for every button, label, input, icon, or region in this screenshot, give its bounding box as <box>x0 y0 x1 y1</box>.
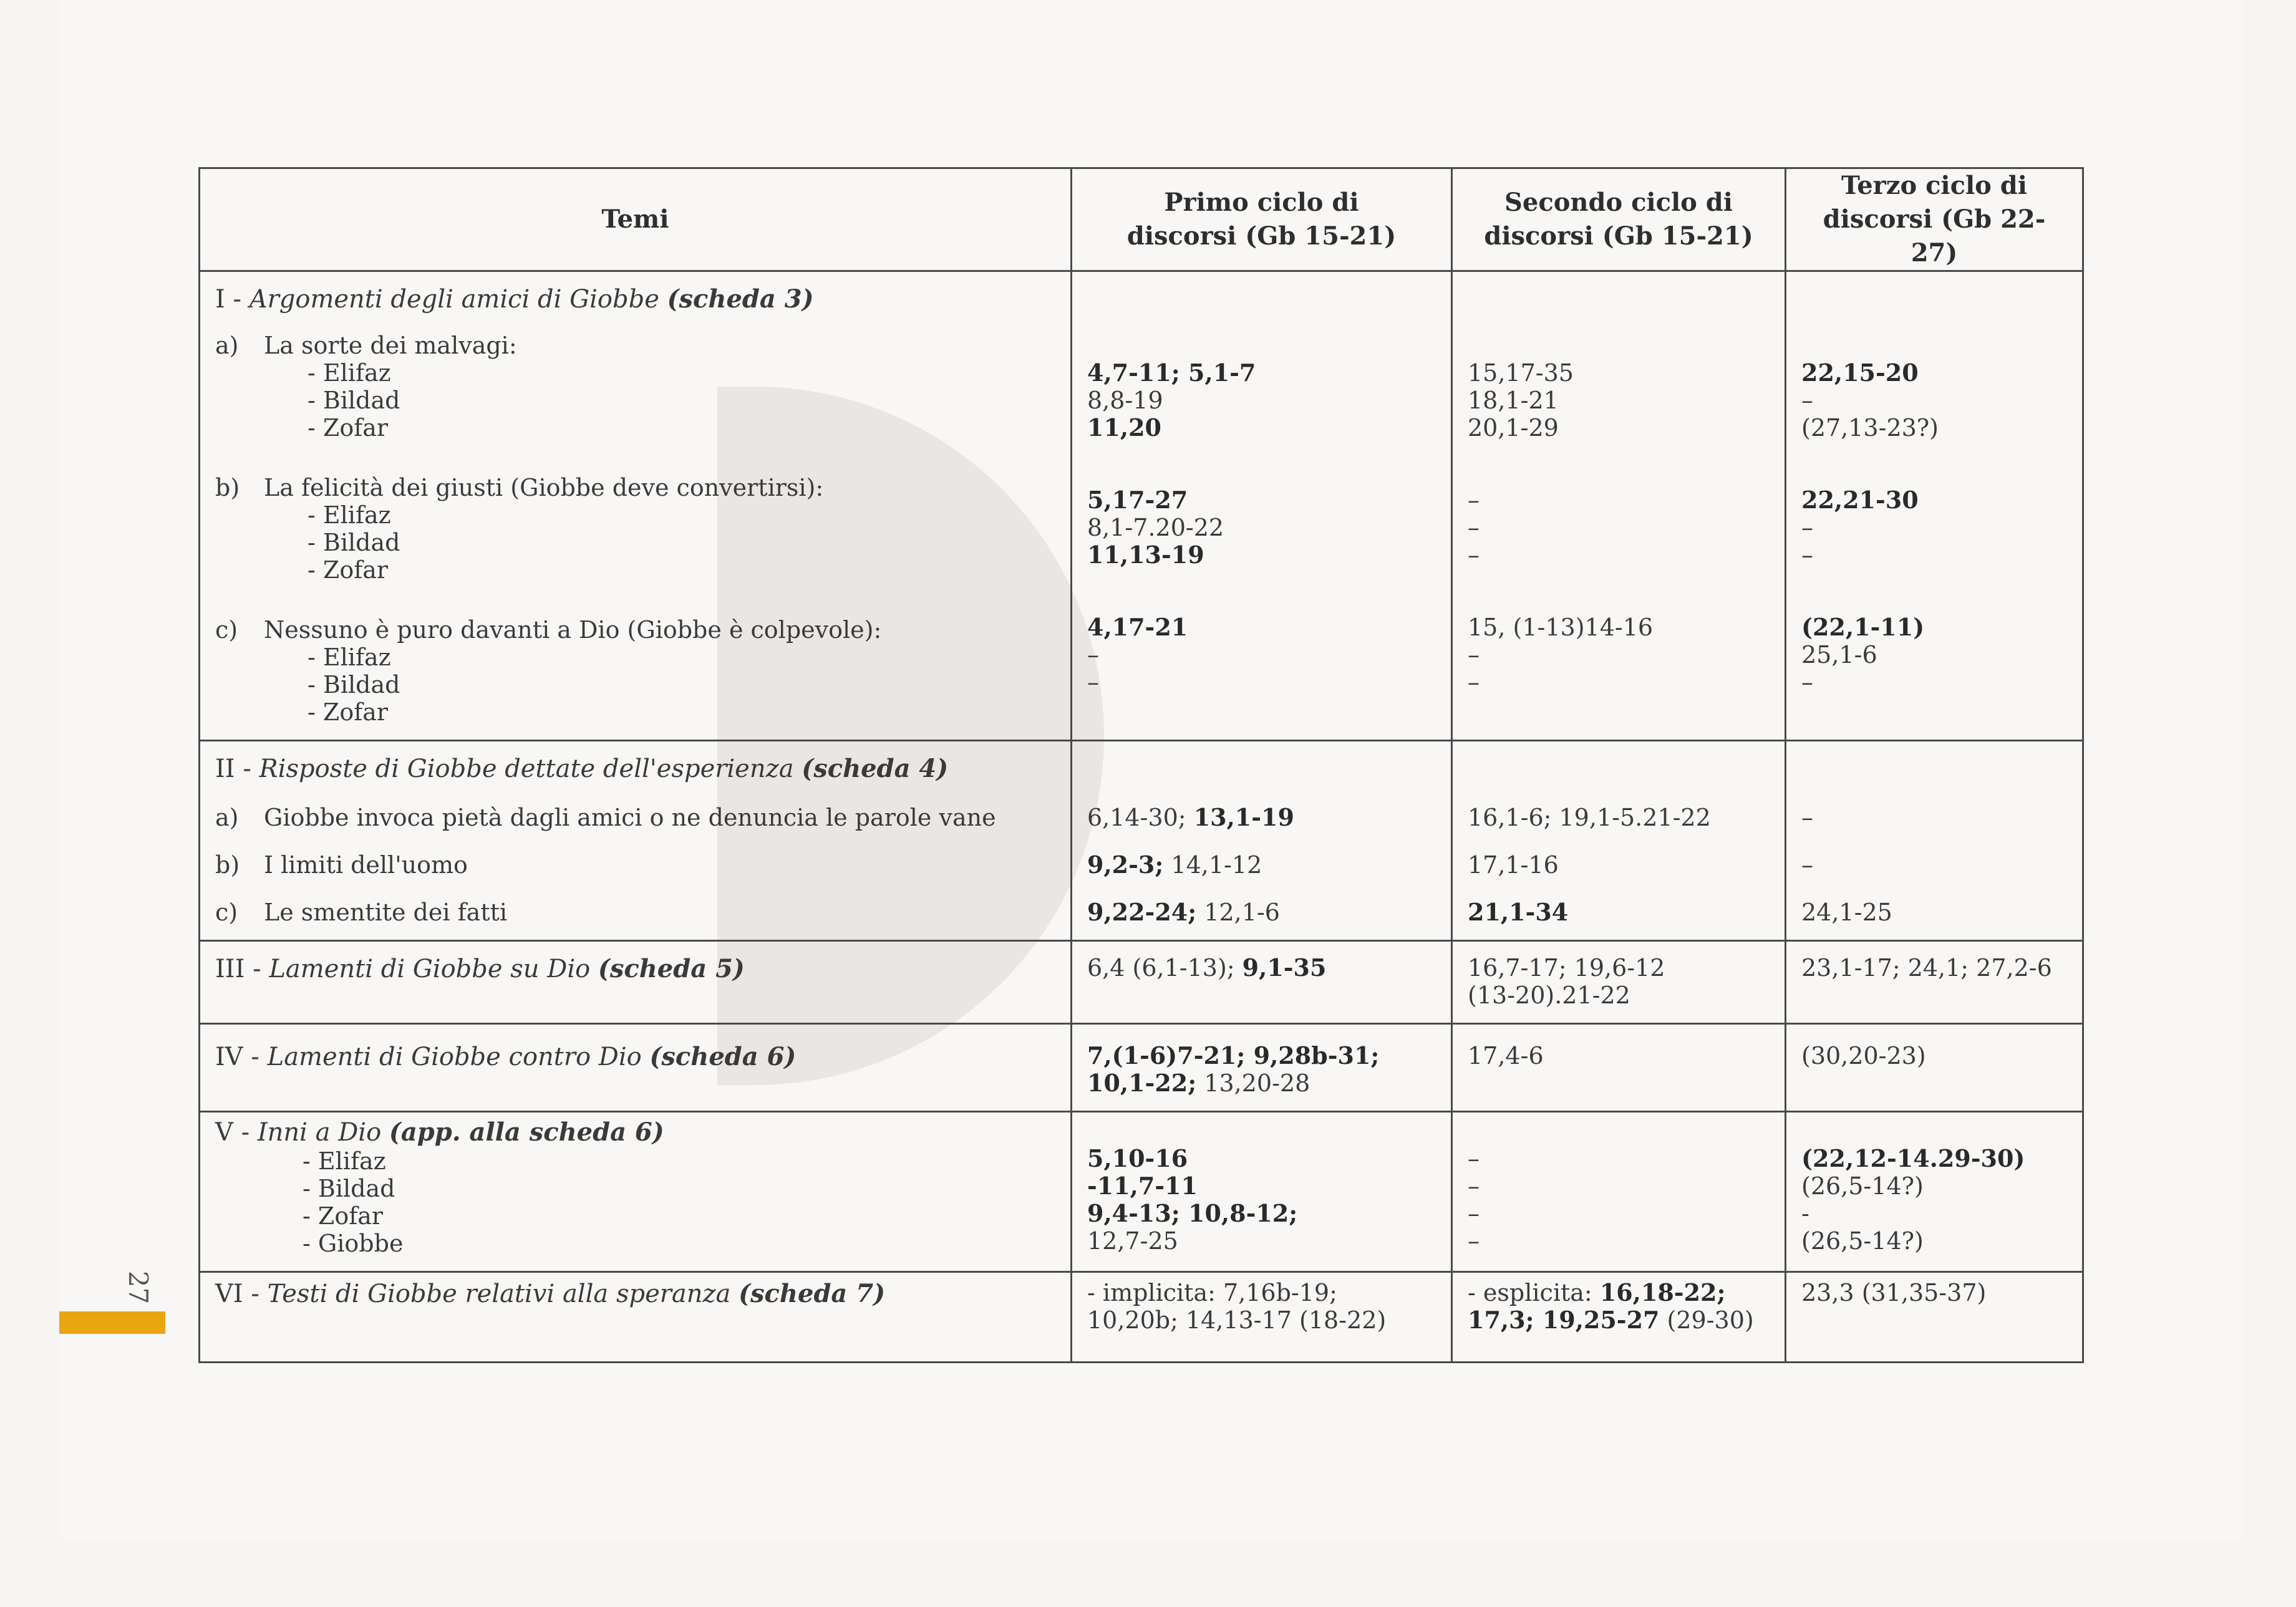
section-1-theme <box>200 271 1072 741</box>
speaker-zofar: - Zofar <box>303 1202 384 1230</box>
ref-cell: 21,1-34 <box>1468 898 1569 926</box>
ref-cell: 17,1-16 <box>1468 851 1559 879</box>
speaker-elifaz: - Elifaz <box>308 644 391 671</box>
section-5-secondo <box>1452 1112 1786 1272</box>
ref-cell-bold: 9,1-35 <box>1242 953 1327 982</box>
header-primo-text: Primo ciclo di discorsi (Gb 15-21) <box>1126 188 1397 251</box>
sub-text: Nessuno è puro davanti a Dio (Giobbe è colpevole): <box>264 616 882 644</box>
section-5-heading <box>215 1117 1057 1147</box>
ref-cell: (13-20).21-22 <box>1468 982 1630 1009</box>
ref-cell: 6,4 (6,1-13); <box>1087 954 1242 982</box>
ref-cell: – <box>1468 1227 1480 1255</box>
ref-cell: (22,12-14.29-30) <box>1801 1144 2025 1172</box>
speaker-bildad: - Bildad <box>308 671 400 698</box>
ref-cell: - esplicita: <box>1468 1279 1600 1306</box>
speaker-bildad: - Bildad <box>303 1175 395 1202</box>
table-row-section-4 <box>200 1024 2083 1112</box>
speaker-giobbe: - Giobbe <box>303 1230 404 1257</box>
sub-text: Le smentite dei fatti <box>264 899 508 926</box>
ref-cell: – <box>1468 486 1480 514</box>
ref-cell-bold: 9,22-24; <box>1087 898 1197 926</box>
sub-text: La felicità dei giusti (Giobbe deve convertirsi): <box>264 474 824 501</box>
speaker-bildad: - Bildad <box>308 529 400 556</box>
ref-cell: – <box>1468 641 1480 668</box>
header-temi: Temi <box>200 168 1072 271</box>
ref-cell: 23,1-17; 24,1; 27,2-6 <box>1801 954 2052 982</box>
section-3-theme <box>200 941 1072 1024</box>
section-4-title: Lamenti di Giobbe contro Dio <box>267 1043 650 1071</box>
header-secondo-text: Secondo ciclo di discorsi (Gb 15-21) <box>1484 188 1753 251</box>
sub-text: La sorte dei malvagi: <box>264 332 517 359</box>
ref-cell: – <box>1801 668 1813 696</box>
sub-label: a) <box>215 332 239 359</box>
ref-cell: 7,(1-6)7-21; 9,28b-31; <box>1087 1041 1380 1069</box>
table-row-section-6 <box>200 1272 2083 1363</box>
ref-cell: – <box>1468 1200 1480 1227</box>
header-row <box>200 168 2083 271</box>
section-1-title: Argomenti degli amici di Giobbe <box>249 285 667 314</box>
header-terzo-text: Terzo ciclo di discorsi (Gb 22-27) <box>1823 171 2046 268</box>
page-number: 27 <box>123 1270 154 1305</box>
sub-label: c) <box>215 616 238 644</box>
table-row-section-3 <box>200 941 2083 1024</box>
section-3-terzo <box>1786 941 2083 1024</box>
speaker-zofar: - Zofar <box>308 414 389 442</box>
ref-cell: – <box>1801 851 1813 879</box>
ref-cell: 8,8-19 <box>1087 387 1163 414</box>
section-3-title: Lamenti di Giobbe su Dio <box>269 955 598 983</box>
section-1-terzo <box>1786 271 2083 741</box>
ref-cell: 12,1-6 <box>1196 899 1280 926</box>
ref-cell: (29-30) <box>1659 1306 1754 1334</box>
section-2-theme <box>200 741 1072 941</box>
ref-cell: - <box>1801 1200 1809 1227</box>
ref-cell: – <box>1087 668 1099 696</box>
section-4-terzo <box>1786 1024 2083 1112</box>
ref-cell: 9,4-13; 10,8-12; <box>1087 1199 1298 1227</box>
header-primo-ciclo <box>1072 168 1452 271</box>
ref-cell-bold: 13,1-19 <box>1193 803 1294 831</box>
section-3-primo <box>1072 941 1452 1024</box>
section-1-secondo <box>1452 271 1786 741</box>
section-3-heading <box>215 954 1057 984</box>
ref-cell: 15, (1-13)14-16 <box>1468 614 1654 641</box>
section-6-primo <box>1072 1272 1452 1363</box>
ref-cell: 6,14-30; <box>1087 804 1194 831</box>
section-6-heading <box>215 1279 1057 1309</box>
ref-cell: 12,7-25 <box>1087 1227 1178 1255</box>
section-2-roman: II - <box>215 755 259 783</box>
ref-cell: 22,15-20 <box>1801 359 1919 387</box>
ref-cell: – <box>1801 387 1813 414</box>
section-3-roman: III - <box>215 955 269 983</box>
sub-text: Giobbe invoca pietà dagli amici o ne denuncia le parole vane <box>264 804 996 831</box>
section-1-heading <box>215 284 1057 314</box>
section-4-scheda: (scheda 6) <box>649 1042 797 1071</box>
ref-cell: 16,7-17; 19,6-12 <box>1468 954 1665 982</box>
ref-cell: 5,10-16 <box>1087 1144 1188 1172</box>
ref-cell-bold: 9,2-3; <box>1087 851 1164 879</box>
section-3-scheda: (scheda 5) <box>598 954 745 983</box>
section-4-heading <box>215 1042 1057 1072</box>
ref-cell: – <box>1468 668 1480 696</box>
section-5-terzo <box>1786 1112 2083 1272</box>
sub-label: b) <box>215 851 240 879</box>
section-1-primo <box>1072 271 1452 741</box>
section-6-roman: VI - <box>215 1280 268 1308</box>
ref-cell: (30,20-23) <box>1801 1042 1926 1069</box>
speaker-elifaz: - Elifaz <box>308 501 391 529</box>
ref-cell: 4,17-21 <box>1087 613 1188 641</box>
sub-label: b) <box>215 474 240 501</box>
ref-cell: 5,17-27 <box>1087 486 1188 514</box>
ref-cell: 25,1-6 <box>1801 641 1877 668</box>
ref-cell: (26,5-14?) <box>1801 1172 1924 1200</box>
page-edge-tab <box>59 1311 165 1334</box>
ref-cell: 20,1-29 <box>1468 414 1559 442</box>
ref-cell: 23,3 (31,35-37) <box>1801 1279 1987 1306</box>
table-row-section-5 <box>200 1112 2083 1272</box>
ref-cell: 15,17-35 <box>1468 359 1574 387</box>
section-1-roman: I - <box>215 285 249 314</box>
sub-text: I limiti dell'uomo <box>264 851 468 879</box>
header-terzo-ciclo <box>1786 168 2083 271</box>
ref-cell: -11,7-11 <box>1087 1172 1198 1200</box>
section-4-theme <box>200 1024 1072 1112</box>
ref-cell: 10,20b; 14,13-17 (18-22) <box>1087 1306 1387 1334</box>
ref-cell: (22,1-11) <box>1801 613 1925 641</box>
section-5-scheda: (app. alla scheda 6) <box>389 1117 664 1147</box>
ref-cell: 4,7-11; 5,1-7 <box>1087 359 1256 387</box>
section-6-scheda: (scheda 7) <box>739 1279 886 1308</box>
ref-cell: - implicita: 7,16b-19; <box>1087 1279 1337 1306</box>
ref-cell: 11,20 <box>1087 413 1161 442</box>
section-2-scheda: (scheda 4) <box>802 754 949 783</box>
themes-table <box>198 167 2084 1363</box>
ref-cell: 8,1-7.20-22 <box>1087 514 1224 541</box>
section-1-scheda: (scheda 3) <box>667 284 814 314</box>
speaker-zofar: - Zofar <box>308 556 389 584</box>
sub-label: c) <box>215 899 238 926</box>
ref-cell: 18,1-21 <box>1468 387 1559 414</box>
section-2-terzo <box>1786 741 2083 941</box>
ref-cell-bold: 16,18-22; <box>1599 1278 1726 1306</box>
table-row-section-1 <box>200 271 2083 741</box>
ref-cell: 22,21-30 <box>1801 486 1919 514</box>
section-2-secondo <box>1452 741 1786 941</box>
header-secondo-ciclo <box>1452 168 1786 271</box>
ref-cell: – <box>1468 514 1480 541</box>
ref-cell: (26,5-14?) <box>1801 1227 1924 1255</box>
ref-cell: – <box>1801 514 1813 541</box>
ref-cell: 13,20-28 <box>1196 1069 1310 1097</box>
ref-cell: – <box>1087 641 1099 668</box>
section-4-roman: IV - <box>215 1043 268 1071</box>
ref-cell: 17,4-6 <box>1468 1042 1544 1069</box>
section-5-primo <box>1072 1112 1452 1272</box>
section-4-secondo <box>1452 1024 1786 1112</box>
section-5-theme <box>200 1112 1072 1272</box>
section-2-heading <box>215 754 1057 784</box>
ref-cell: – <box>1801 541 1813 569</box>
ref-cell: – <box>1468 1145 1480 1172</box>
section-5-roman: V - <box>215 1118 258 1147</box>
ref-cell: 14,1-12 <box>1163 851 1262 879</box>
speaker-bildad: - Bildad <box>308 387 400 414</box>
section-6-secondo <box>1452 1272 1786 1363</box>
sub-label: a) <box>215 804 239 831</box>
ref-cell-bold: 10,1-22; <box>1087 1069 1197 1097</box>
section-2-title: Risposte di Giobbe dettate dell'esperienza <box>259 755 802 783</box>
ref-cell: 16,1-6; 19,1-5.21-22 <box>1468 804 1711 831</box>
ref-cell: – <box>1801 804 1813 831</box>
section-4-primo <box>1072 1024 1452 1112</box>
ref-cell: – <box>1468 541 1480 569</box>
section-6-title: Testi di Giobbe relativi alla speranza <box>267 1280 739 1308</box>
speaker-elifaz: - Elifaz <box>308 359 391 387</box>
section-2-primo <box>1072 741 1452 941</box>
ref-cell: – <box>1468 1172 1480 1200</box>
speaker-elifaz: - Elifaz <box>303 1147 386 1175</box>
section-3-secondo <box>1452 941 1786 1024</box>
section-6-theme <box>200 1272 1072 1363</box>
speaker-zofar: - Zofar <box>308 698 389 726</box>
ref-cell-bold: 17,3; 19,25-27 <box>1468 1306 1660 1334</box>
ref-cell: 24,1-25 <box>1801 899 1892 926</box>
ref-cell: 11,13-19 <box>1087 541 1204 569</box>
table-row-section-2 <box>200 741 2083 941</box>
section-5-title: Inni a Dio <box>257 1118 389 1147</box>
ref-cell: (27,13-23?) <box>1801 414 1939 442</box>
section-6-terzo <box>1786 1272 2083 1363</box>
